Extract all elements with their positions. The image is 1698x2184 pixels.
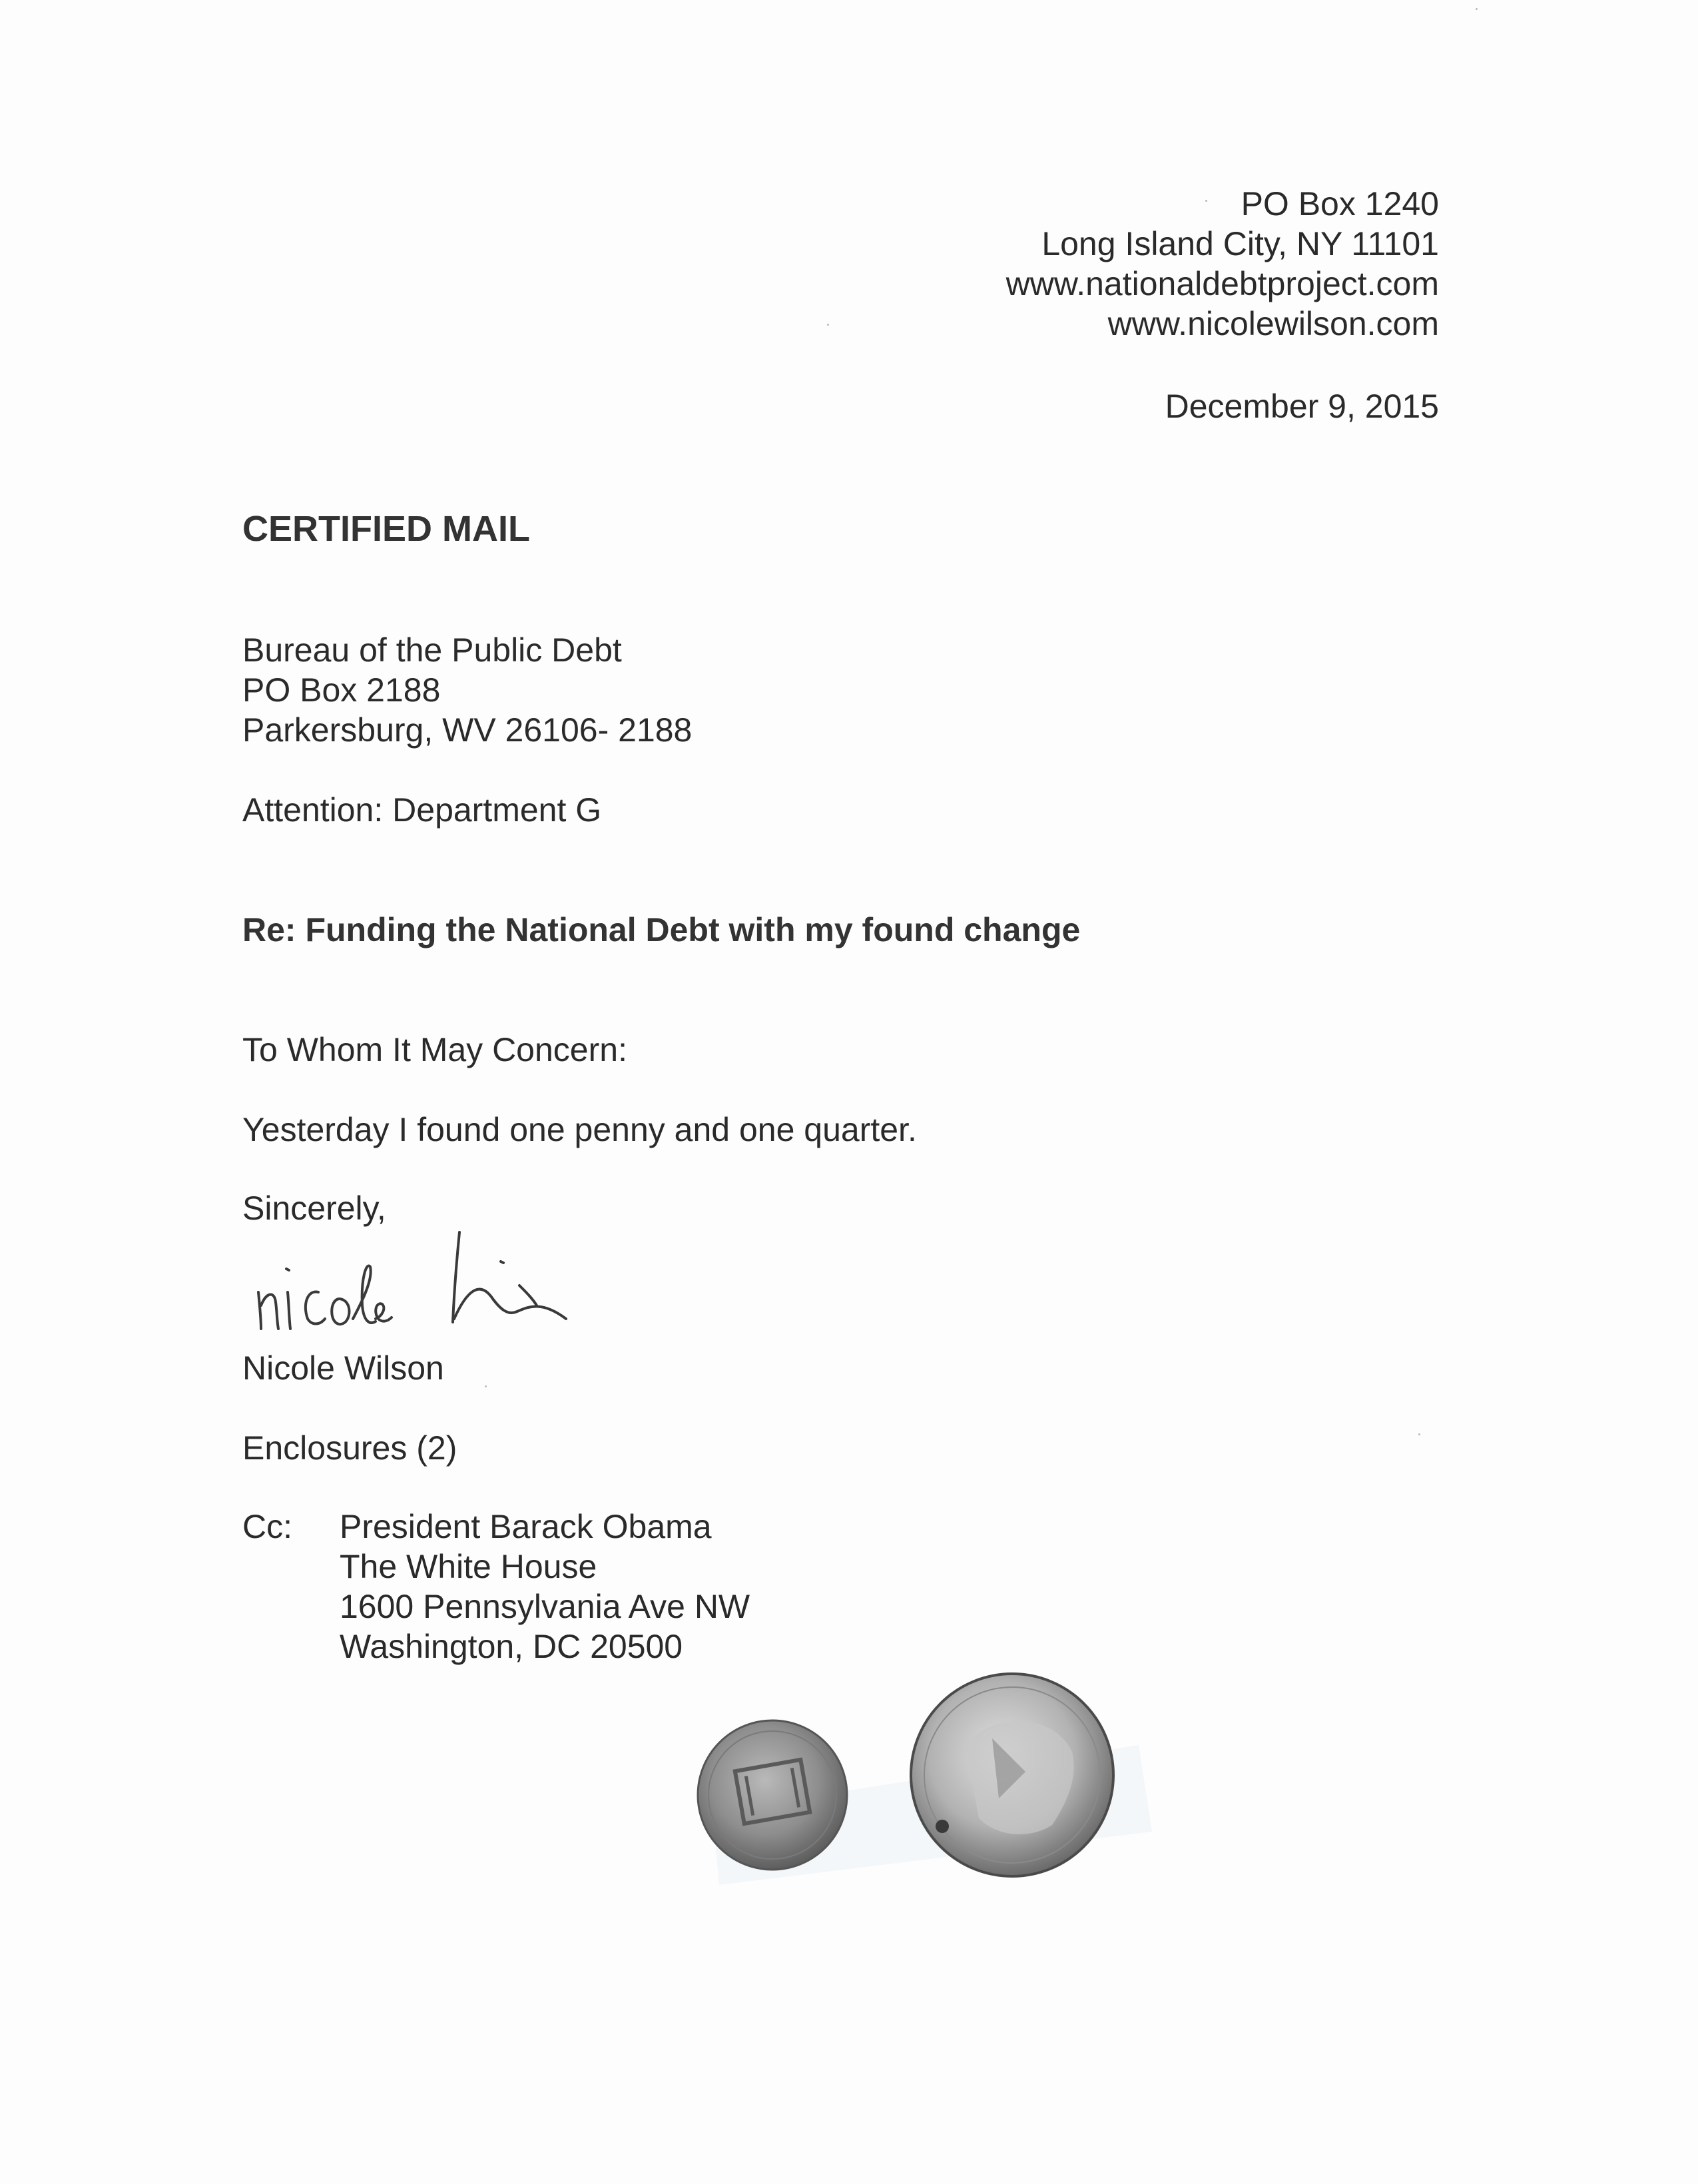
enclosures-line: Enclosures (2): [242, 1429, 457, 1467]
cc-address-line2: 1600 Pennsylvania Ave NW: [340, 1588, 750, 1625]
scan-speck: [827, 324, 829, 326]
quarter-coin: [911, 1674, 1113, 1876]
sender-address-line2: Long Island City, NY 11101: [1041, 225, 1439, 262]
cc-label: Cc:: [242, 1508, 292, 1545]
sender-address-line1: PO Box 1240: [1241, 185, 1439, 222]
closing: Sincerely,: [242, 1190, 386, 1227]
scan-speck: [1476, 8, 1478, 10]
taped-coins: [679, 1672, 1172, 1912]
recipient-address-line2: Parkersburg, WV 26106- 2188: [242, 711, 693, 749]
salutation: To Whom It May Concern:: [242, 1031, 627, 1068]
signer-name: Nicole Wilson: [242, 1349, 444, 1387]
scan-speck: [485, 1385, 487, 1387]
cc-address-line1: The White House: [340, 1548, 597, 1585]
subject-line: Re: Funding the National Debt with my found change: [242, 911, 1081, 948]
sender-website2: www.nicolewilson.com: [1107, 305, 1439, 342]
handwritten-signature: [246, 1192, 619, 1359]
cc-name: President Barack Obama: [340, 1508, 712, 1545]
penny-coin: [698, 1720, 847, 1870]
recipient-address: [242, 630, 692, 750]
sender-website1: www.nationaldebtproject.com: [1005, 265, 1439, 302]
sender-address: [1006, 184, 1439, 344]
cc-address-line3: Washington, DC 20500: [340, 1628, 683, 1665]
scan-speck: [1418, 1433, 1420, 1435]
recipient-address-line1: PO Box 2188: [242, 671, 441, 709]
mail-type-heading: CERTIFIED MAIL: [242, 509, 530, 549]
letter-body: Yesterday I found one penny and one quarter.: [242, 1111, 917, 1148]
cc-address: [340, 1507, 750, 1666]
attention-line: Attention: Department G: [242, 791, 602, 829]
recipient-name: Bureau of the Public Debt: [242, 631, 622, 669]
letter-date: December 9, 2015: [1165, 388, 1439, 425]
